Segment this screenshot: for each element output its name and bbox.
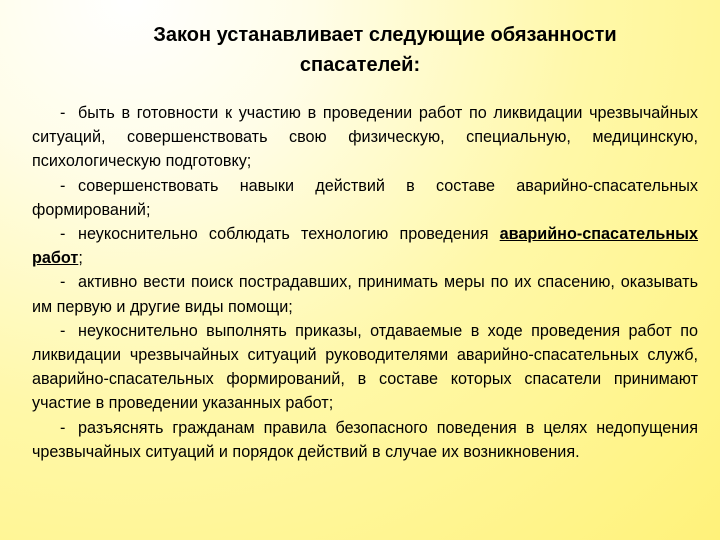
duty-text: неукоснительно соблюдать технологию проведения bbox=[78, 225, 489, 244]
duties-list bbox=[32, 101, 698, 464]
rescue-works-link[interactable]: аварийно-спасательных работ bbox=[32, 225, 698, 268]
duty-text: быть в готовности к участию в проведении работ по ликвидации чрезвычайных ситуаций, совершенствовать свою физическую, специальную, медицинскую, психологическую подготовку; bbox=[32, 104, 698, 171]
duty-text: активно вести поиск пострадавших, принимать меры по их спасению, оказывать им первую и другие виды помощи; bbox=[32, 273, 698, 316]
dash-marker: - bbox=[60, 104, 66, 122]
dash-marker: - bbox=[60, 176, 66, 195]
duty-item-5 bbox=[32, 319, 698, 416]
title-line-2: спасателей: bbox=[299, 54, 421, 76]
dash-marker: - bbox=[60, 273, 66, 292]
dash-marker: - bbox=[60, 418, 66, 437]
duty-text: неукоснительно выполнять приказы, отдаваемые в ходе проведения работ по ликвидации чрезвычайных ситуаций руководителями аварийно-спасательных служб, аварийно-спасательных формирований, в составе которых спасатели принимают участие в проведении указанных работ; bbox=[32, 321, 698, 413]
duty-item-3 bbox=[32, 222, 698, 270]
dash-marker: - bbox=[60, 225, 66, 244]
duty-item-6 bbox=[32, 416, 698, 464]
duty-text: совершенствовать навыки действий в составе аварийно-спасательных формирований; bbox=[32, 176, 698, 219]
dash-marker: - bbox=[60, 321, 66, 340]
duty-item-4 bbox=[32, 270, 698, 318]
duty-text: разъяснять гражданам правила безопасного поведения в целях недопущения чрезвычайных ситуаций и порядок действий в случае их возникновения. bbox=[32, 418, 698, 461]
duty-item-2 bbox=[32, 174, 698, 222]
title-line-1: Закон устанавливает следующие обязанности bbox=[153, 24, 617, 46]
duty-text-end: ; bbox=[78, 249, 83, 268]
duty-item-1 bbox=[32, 101, 698, 174]
slide-title bbox=[0, 20, 720, 80]
